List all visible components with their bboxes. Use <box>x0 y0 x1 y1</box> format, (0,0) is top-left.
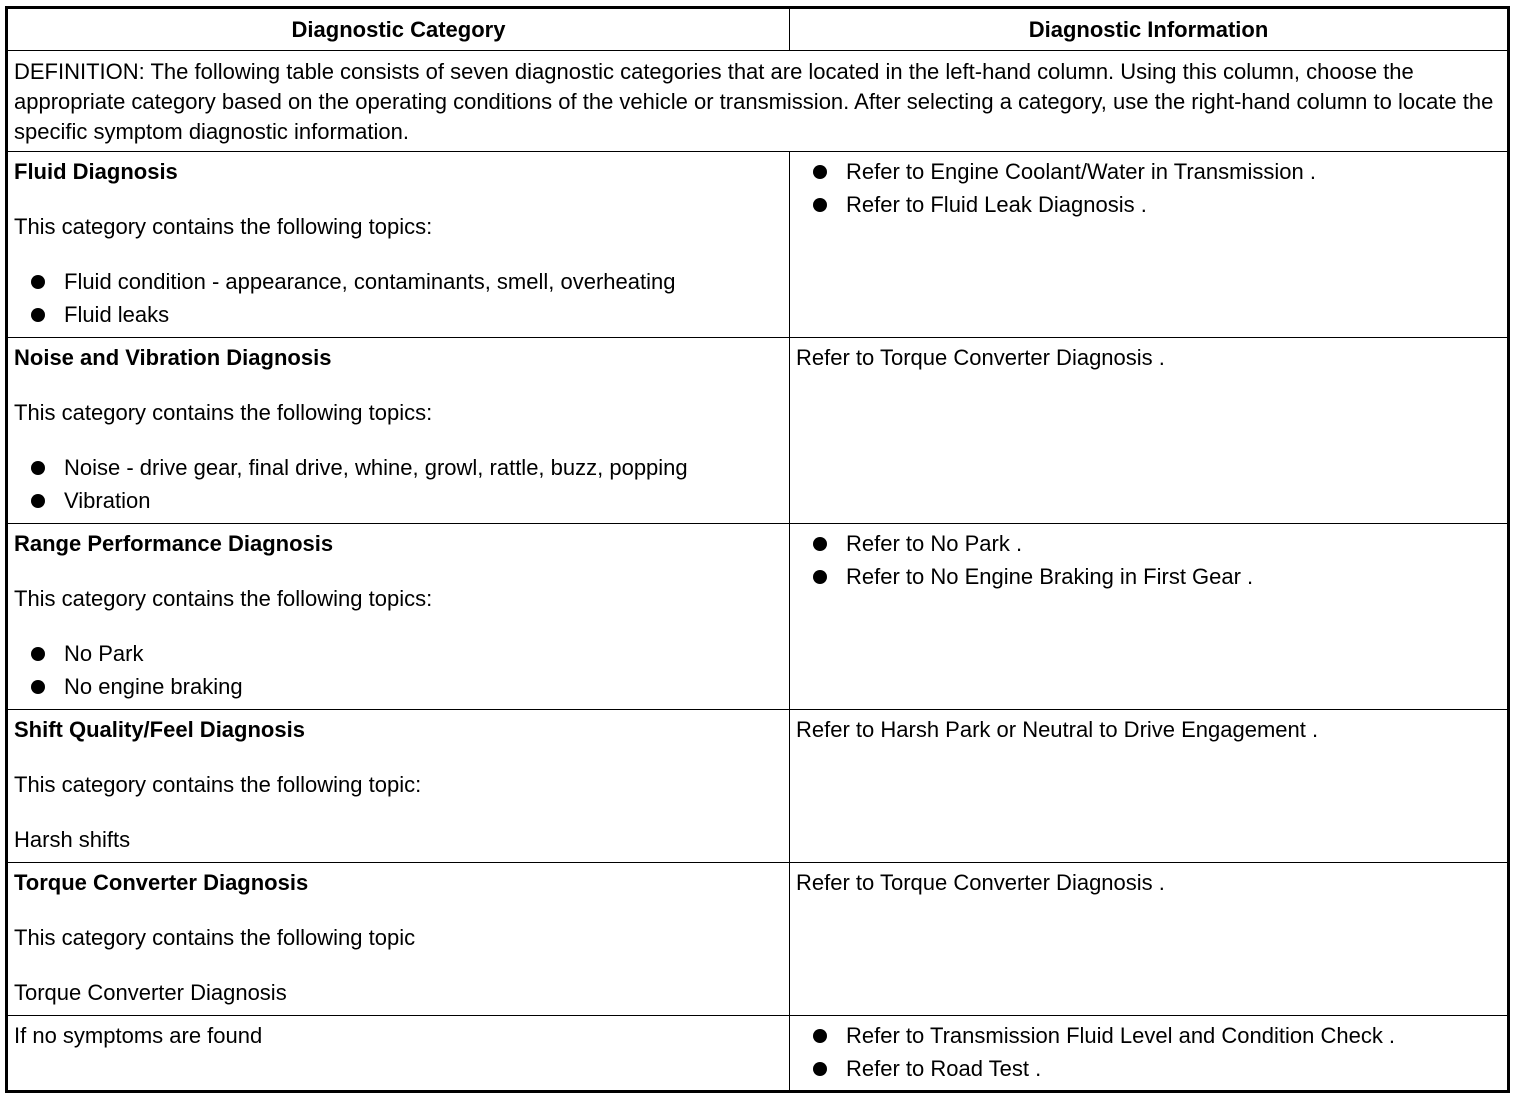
table-header-row <box>7 8 1509 51</box>
bullet-icon <box>31 461 45 475</box>
reference-list <box>796 529 1501 595</box>
category-intro: This category contains the following topics: <box>14 586 433 611</box>
bullet-icon <box>813 537 827 551</box>
category-intro: This category contains the following topics: <box>14 400 433 425</box>
reference-text: Refer to No Park . <box>846 531 1023 556</box>
topic-text: Torque Converter Diagnosis <box>14 980 287 1005</box>
reference-list <box>796 1021 1501 1087</box>
category-intro: This category contains the following topic <box>14 925 416 950</box>
category-title: Range Performance Diagnosis <box>14 531 334 556</box>
topic-text: No Park <box>64 641 144 666</box>
reference-list <box>796 157 1501 223</box>
definition-text: DEFINITION: The following table consists of seven diagnostic categories that are located in the left-hand column. Using this column, choose the appropriate category based on the operating conditions of the vehicle or transmission. After selecting a category, use the right-hand column to locate the specific symptom diagnostic information. <box>7 51 1509 152</box>
category-title: Torque Converter Diagnosis <box>14 870 309 895</box>
table-row <box>7 863 1509 1016</box>
category-cell <box>7 863 790 1016</box>
information-cell <box>790 338 1509 524</box>
list-item <box>796 1021 1501 1054</box>
reference-text: Refer to Torque Converter Diagnosis . <box>796 870 1165 895</box>
reference-text: Refer to Torque Converter Diagnosis . <box>796 345 1165 370</box>
category-cell <box>7 152 790 338</box>
category-label: If no symptoms are found <box>14 1023 263 1048</box>
bullet-icon <box>31 680 45 694</box>
table-row <box>7 338 1509 524</box>
category-intro: This category contains the following topics: <box>14 214 433 239</box>
bullet-icon <box>31 494 45 508</box>
topic-text: Harsh shifts <box>14 827 131 852</box>
reference-text: Refer to Harsh Park or Neutral to Drive Engagement . <box>796 717 1319 742</box>
category-cell <box>7 524 790 710</box>
category-title: Shift Quality/Feel Diagnosis <box>14 717 305 742</box>
information-cell <box>790 710 1509 863</box>
topic-text: No engine braking <box>64 674 243 699</box>
information-cell <box>790 524 1509 710</box>
table-row <box>7 710 1509 863</box>
topic-text: Fluid condition - appearance, contaminants, smell, overheating <box>64 269 676 294</box>
category-title: Fluid Diagnosis <box>14 159 178 184</box>
list-item <box>796 562 1501 595</box>
information-cell <box>790 863 1509 1016</box>
bullet-icon <box>31 275 45 289</box>
information-cell <box>790 152 1509 338</box>
topic-list <box>14 267 783 333</box>
list-item <box>796 529 1501 562</box>
table-row <box>7 524 1509 710</box>
topic-list <box>14 453 783 519</box>
list-item <box>796 190 1501 223</box>
definition-row <box>7 51 1509 152</box>
category-cell <box>7 1016 790 1092</box>
bullet-icon <box>813 198 827 212</box>
bullet-icon <box>813 165 827 179</box>
header-diagnostic-category: Diagnostic Category <box>7 8 790 51</box>
list-item <box>14 672 783 705</box>
list-item <box>14 486 783 519</box>
topic-text: Vibration <box>64 488 151 513</box>
topic-text: Fluid leaks <box>64 302 170 327</box>
topic-text: Noise - drive gear, final drive, whine, growl, rattle, buzz, popping <box>64 455 688 480</box>
list-item <box>796 157 1501 190</box>
list-item <box>796 1054 1501 1087</box>
reference-text: Refer to Engine Coolant/Water in Transmission . <box>846 159 1316 184</box>
category-cell <box>7 710 790 863</box>
reference-text: Refer to Road Test . <box>846 1056 1042 1081</box>
reference-text: Refer to Fluid Leak Diagnosis . <box>846 192 1147 217</box>
category-intro: This category contains the following topic: <box>14 772 422 797</box>
bullet-icon <box>813 570 827 584</box>
list-item <box>14 300 783 333</box>
bullet-icon <box>31 647 45 661</box>
category-cell <box>7 338 790 524</box>
list-item <box>14 453 783 486</box>
bullet-icon <box>813 1062 827 1076</box>
bullet-icon <box>813 1029 827 1043</box>
reference-text: Refer to Transmission Fluid Level and Condition Check . <box>846 1023 1396 1048</box>
category-title: Noise and Vibration Diagnosis <box>14 345 332 370</box>
diagnostic-table <box>5 6 1510 1093</box>
table-row <box>7 1016 1509 1092</box>
information-cell <box>790 1016 1509 1092</box>
bullet-icon <box>31 308 45 322</box>
table-row <box>7 152 1509 338</box>
list-item <box>14 639 783 672</box>
list-item <box>14 267 783 300</box>
header-diagnostic-information: Diagnostic Information <box>790 8 1509 51</box>
reference-text: Refer to No Engine Braking in First Gear . <box>846 564 1254 589</box>
topic-list <box>14 639 783 705</box>
